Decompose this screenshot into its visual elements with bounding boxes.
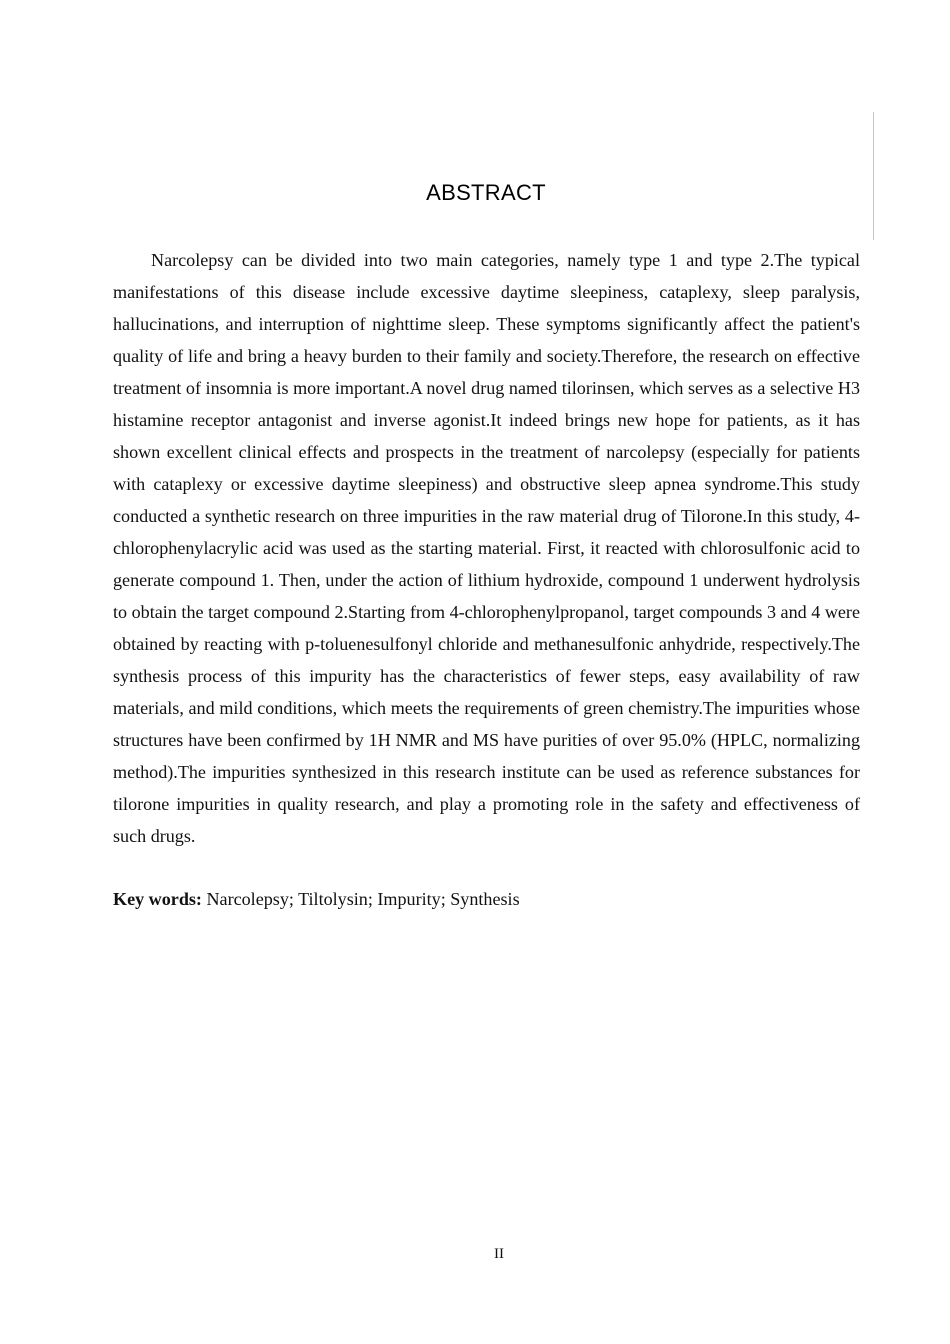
margin-rule xyxy=(873,112,874,240)
page-number: II xyxy=(494,1246,504,1262)
keywords-list: Narcolepsy; Tiltolysin; Impurity; Synthesis xyxy=(201,889,520,909)
keywords-label: Key words: xyxy=(113,889,202,909)
keywords-line xyxy=(113,883,860,915)
abstract-body: Narcolepsy can be divided into two main categories, namely type 1 and type 2.The typical manifestations of this disease include excessive daytime sleepiness, cataplexy, sleep paralysis, hallucinations, and interruption of nighttime sleep. These symptoms significantly affect the patient's quality of life and bring a heavy burden to their family and society.Therefore, the research on effective treatment of insomnia is more important.A novel drug named tilorinsen, which serves as a selective H3 histamine receptor antagonist and inverse agonist.It indeed brings new hope for patients, as it has shown excellent clinical effects and prospects in the treatment of narcolepsy (especially for patients with cataplexy or excessive daytime sleepiness) and obstructive sleep apnea syndrome.This study conducted a synthetic research on three impurities in the raw material drug of Tilorone.In this study, 4-chlorophenylacrylic acid was used as the starting material. First, it reacted with chlorosulfonic acid to generate compound 1. Then, under the action of lithium hydroxide, compound 1 underwent hydrolysis to obtain the target compound 2.Starting from 4-chlorophenylpropanol, target compounds 3 and 4 were obtained by reacting with p-toluenesulfonyl chloride and methanesulfonic anhydride, respectively.The synthesis process of this impurity has the characteristics of fewer steps, easy availability of raw materials, and mild conditions, which meets the requirements of green chemistry.The impurities whose structures have been confirmed by 1H NMR and MS have purities of over 95.0% (HPLC, normalizing method).The impurities synthesized in this research institute can be used as reference substances for tilorone impurities in quality research, and play a promoting role in the safety and effectiveness of such drugs. xyxy=(113,250,860,846)
abstract-title: ABSTRACT xyxy=(426,180,546,205)
